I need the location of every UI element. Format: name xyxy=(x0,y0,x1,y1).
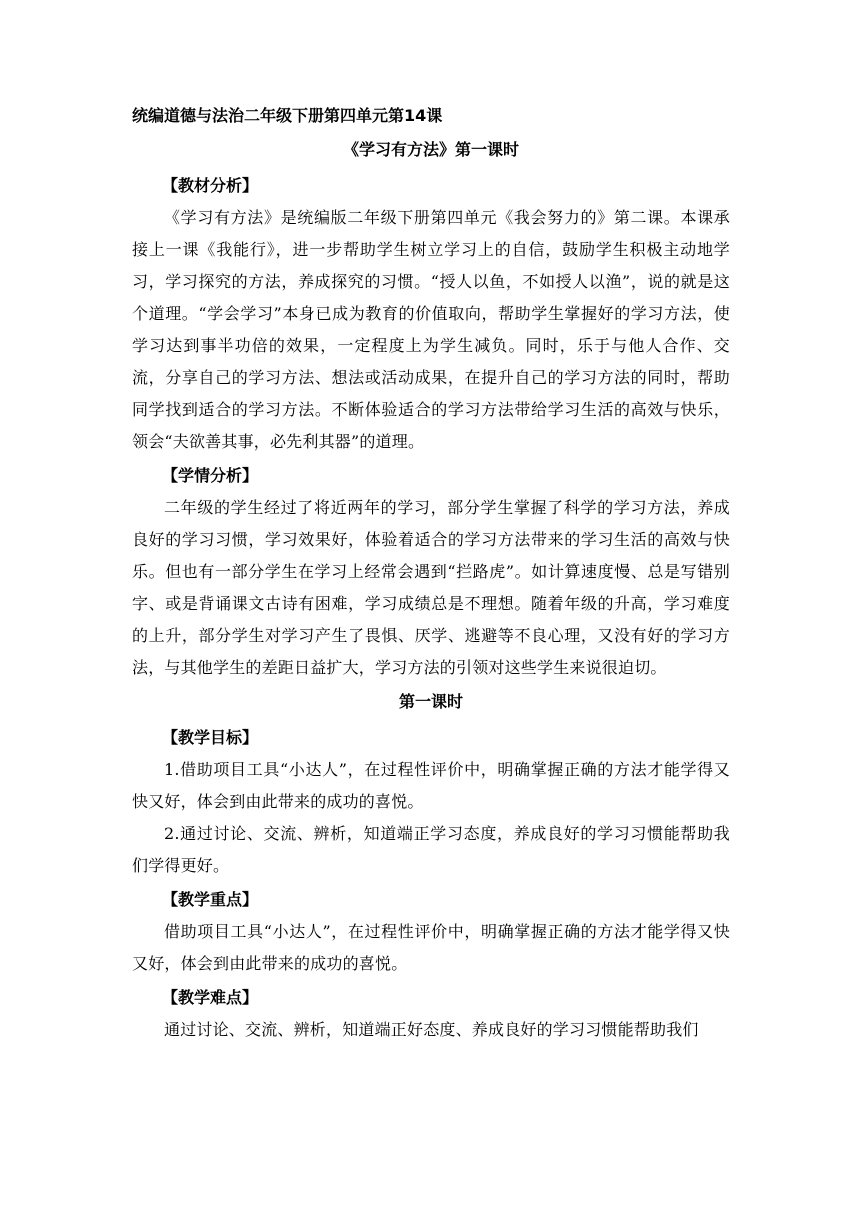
paragraph-difficulties: 通过讨论、交流、辨析，知道端正好态度、养成良好的学习习惯能帮助我们 xyxy=(164,1020,699,1039)
paragraph-teaching-goal-2: 2.通过讨论、交流、辨析，知道端正学习态度，养成良好的学习习惯能帮助我们学得更好。 xyxy=(132,824,730,875)
section-heading-difficulties: 【教学难点】 xyxy=(162,988,259,1007)
paragraph-student-analysis: 二年级的学生经过了将近两年的学习，部分学生掌握了科学的学习方法，养成良好的学习习惯，学习效果好，体验着适合的学习方法带来的学习生活的高效与快乐。但也有一部分学生在学习上经常会遇到“拦路虎”。如计算速度慢、总是写错别字、或是背诵课文古诗有困难，学习成绩总是不理想。随着年级的升高，学习难度的上升，部分学生对学习产生了畏惧、厌学、逃避等不良心理，又没有好的学习方法，与其他学生的差距日益扩大，学习方法的引领对这些学生来说很迫切。 xyxy=(132,498,730,677)
document-title: 统编道德与法治二年级下册第四单元第14课 xyxy=(132,106,443,125)
document-body xyxy=(132,100,730,1046)
paragraph-key-points: 借助项目工具“小达人”，在过程性评价中，明确掌握正确的方法才能学得又快又好，体会到由此带来的成功的喜悦。 xyxy=(132,922,730,973)
paragraph-teaching-goal-1: 1.借助项目工具“小达人”，在过程性评价中，明确掌握正确的方法才能学得又快又好，体会到由此带来的成功的喜悦。 xyxy=(132,760,730,811)
section-heading-textbook-analysis: 【教材分析】 xyxy=(162,176,259,195)
paragraph-textbook-analysis: 《学习有方法》是统编版二年级下册第四单元《我会努力的》第二课。本课承接上一课《我能行》，进一步帮助学生树立学习上的自信，鼓励学生积极主动地学习，学习探究的方法，养成探究的习惯。“授人以鱼，不如授人以渔”，说的就是这个道理。“学会学习”本身已成为教育的价值取向，帮助学生掌握好的学习方法，使学习达到事半功倍的效果，一定程度上为学生减负。同时，乐于与他人合作、交流，分享自己的学习方法、想法或活动成果，在提升自己的学习方法的同时，帮助同学找到适合的学习方法。不断体验适合的学习方法带给学习生活的高效与快乐，领会“夫欲善其事，必先利其器”的道理。 xyxy=(132,208,730,451)
section-heading-teaching-goals: 【教学目标】 xyxy=(162,728,259,747)
lesson-heading: 第一课时 xyxy=(398,692,463,711)
section-heading-key-points: 【教学重点】 xyxy=(162,890,259,909)
section-heading-student-analysis: 【学情分析】 xyxy=(162,466,259,485)
document-subtitle: 《学习有方法》第一课时 xyxy=(342,140,519,159)
